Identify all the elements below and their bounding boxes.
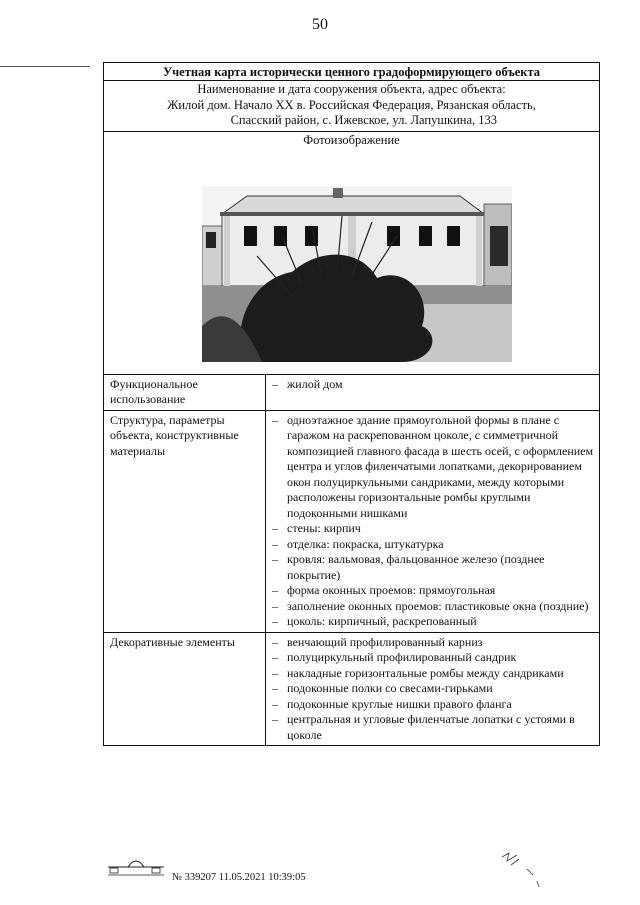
list-item: – подоконные полки со свесами-гирьками [272,681,595,697]
record-card [103,62,600,746]
list-item: – полуциркульный профилированный сандрик [272,650,595,666]
page-number: 50 [312,16,328,33]
row-content [266,410,600,632]
photo-caption: Фотоизображение [303,132,400,147]
list-item: – заполнение оконных проемов: пластиковые окна (поздние) [272,599,595,615]
card-title: Учетная карта исторически ценного градоформирующего объекта [103,62,600,81]
properties-table [103,375,600,747]
row-content [266,632,600,746]
address-line-2: Спасский район, с. Ижевское, ул. Лапушкина, 133 [230,113,497,127]
list-item: – цоколь: кирпичный, раскрепованный [272,614,595,630]
house-photo [202,186,512,362]
list-item: – форма оконных проемов: прямоугольная [272,583,595,599]
scan-mark [0,66,90,67]
row-label: Структура, параметры объекта, конструктивные материалы [104,410,266,632]
list-item: – отделка: покраска, штукатурка [272,537,595,553]
table-row [104,410,600,632]
row-label: Декоративные элементы [104,632,266,746]
list-item: – одноэтажное здание прямоугольной формы в плане с гаражом на раскрепованном цоколе, с симметричной композицией главного фасада в шесть осей, с оформлением центра и углов филенчатыми лопатками, декорированием окон полуциркульными сандриками, между которыми расположены горизонтальные ромбы круглыми подоконными нишками [272,413,595,522]
list-item: – кровля: вальмовая, фальцованное железо (позднее покрытие) [272,552,595,583]
list-item: – венчающий профилированный карниз [272,635,595,651]
list-item: – центральная и угловые филенчатые лопатки с устоями в цоколе [272,712,595,743]
list-item: – накладные горизонтальные ромбы между сандриками [272,666,595,682]
table-row [104,375,600,411]
document-reference: № 339207 11.05.2021 10:39:05 [172,872,306,883]
table-row [104,632,600,746]
signature-mark [497,845,547,890]
row-label: Функциональное использование [104,375,266,411]
list-item: – подоконные круглые нишки правого фланга [272,697,595,713]
row-content [266,375,600,411]
list-item: – стены: кирпич [272,521,595,537]
list-item: – жилой дом [272,377,595,393]
address-line-1: Жилой дом. Начало XX в. Российская Федерация, Рязанская область, [167,97,536,112]
address-heading: Наименование и дата сооружения объекта, адрес объекта: [197,82,506,96]
registry-stamp-icon [106,855,166,877]
photo-section [103,132,600,375]
address-block [103,81,600,132]
